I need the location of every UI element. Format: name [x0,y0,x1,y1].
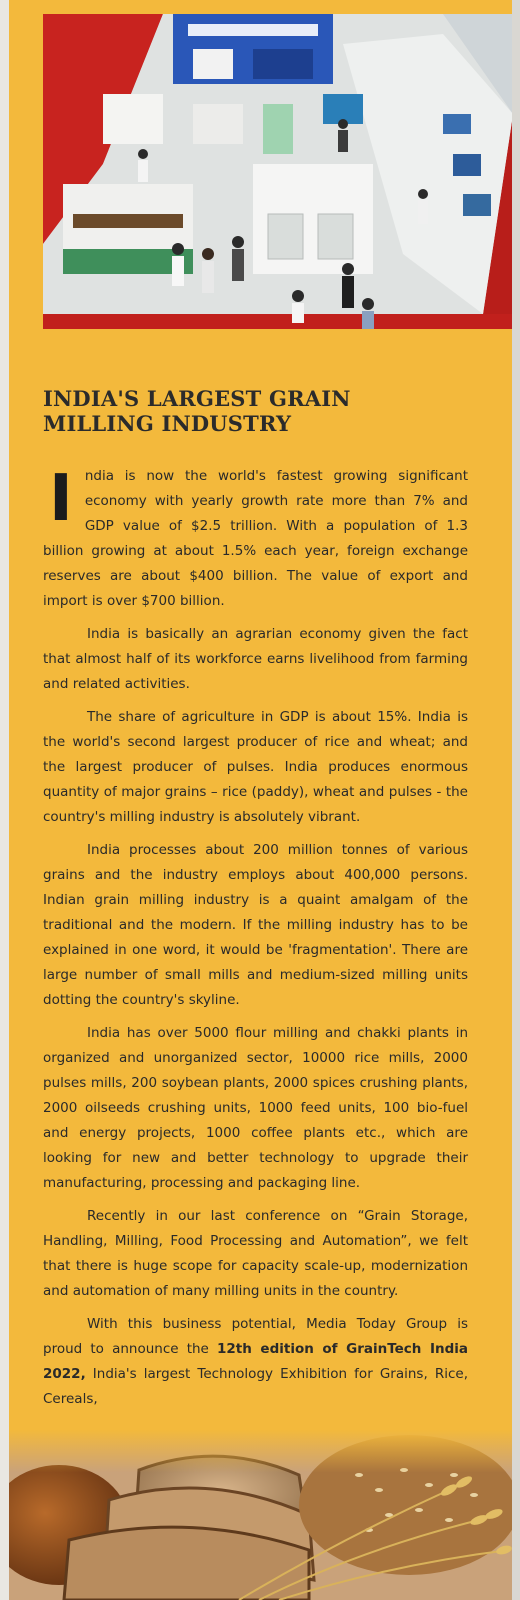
exhibition-hall-photo [43,14,512,329]
heading-line-2: MILLING INDUSTRY [43,411,292,436]
page-margin-left [0,0,9,1600]
bread-wheat-image [9,1430,512,1600]
event-name: 12th edition of GrainTech India 2022, [43,1341,468,1382]
paragraph-4: India processes about 200 million tonnes of various grains and the industry employs about 400,000 persons. Indian grain milling industry is a quaint amalgam of the traditional and the modern. If the milling industry has to be explained in one word, it would be 'fragmentation'. There are large number of small mills and medium-sized milling units dotting the country's skyline. [43,842,468,1008]
article-body [43,464,468,1420]
paragraph-7 [43,1312,468,1412]
paragraph-7-start: With this business potential, Media Today Group is proud to announce the [43,1316,468,1357]
paragraph-3: The share of agriculture in GDP is about 15%. India is the world's second largest producer of rice and wheat; and the largest producer of pulses. India produces enormous quantity of major grains – rice (paddy), wheat and pulses - the country's milling industry is absolutely vibrant. [43,709,468,825]
paragraph-1 [43,464,468,614]
paragraph-6: Recently in our last conference on “Grain Storage, Handling, Milling, Food Processing and Automation”, we felt that there is huge scope for capacity scale-up, modernization and automation of many milling units in the country. [43,1208,468,1299]
article-heading [43,386,483,436]
paragraph-2: India is basically an agrarian economy given the fact that almost half of its workforce earns livelihood from farming and related activities. [43,626,468,692]
paragraph-7-end: India's largest Technology Exhibition for Grains, Rice, Cereals, [43,1366,468,1407]
drop-cap: I [49,462,73,536]
paragraph-1-text: ndia is now the world's fastest growing significant economy with yearly growth rate more than 7% and GDP value of $2.5 trillion. With a population of 1.3 billion growing at about 1.5% each year, foreign exchange reserves are about $400 billion. The value of export and import is over $700 billion. [43,468,468,609]
page-margin-right [512,0,520,1600]
heading-line-1: INDIA'S LARGEST GRAIN [43,386,351,411]
document-page [9,0,512,1600]
paragraph-5: India has over 5000 flour milling and chakki plants in organized and unorganized sector, 10000 rice mills, 2000 pulses mills, 200 soybean plants, 2000 spices crushing plants, 2000 oilseeds crushing units, 1000 feed units, 100 bio-fuel and energy projects, 1000 coffee plants etc., which are looking for new and better technology to upgrade their manufacturing, processing and packaging line. [43,1025,468,1191]
